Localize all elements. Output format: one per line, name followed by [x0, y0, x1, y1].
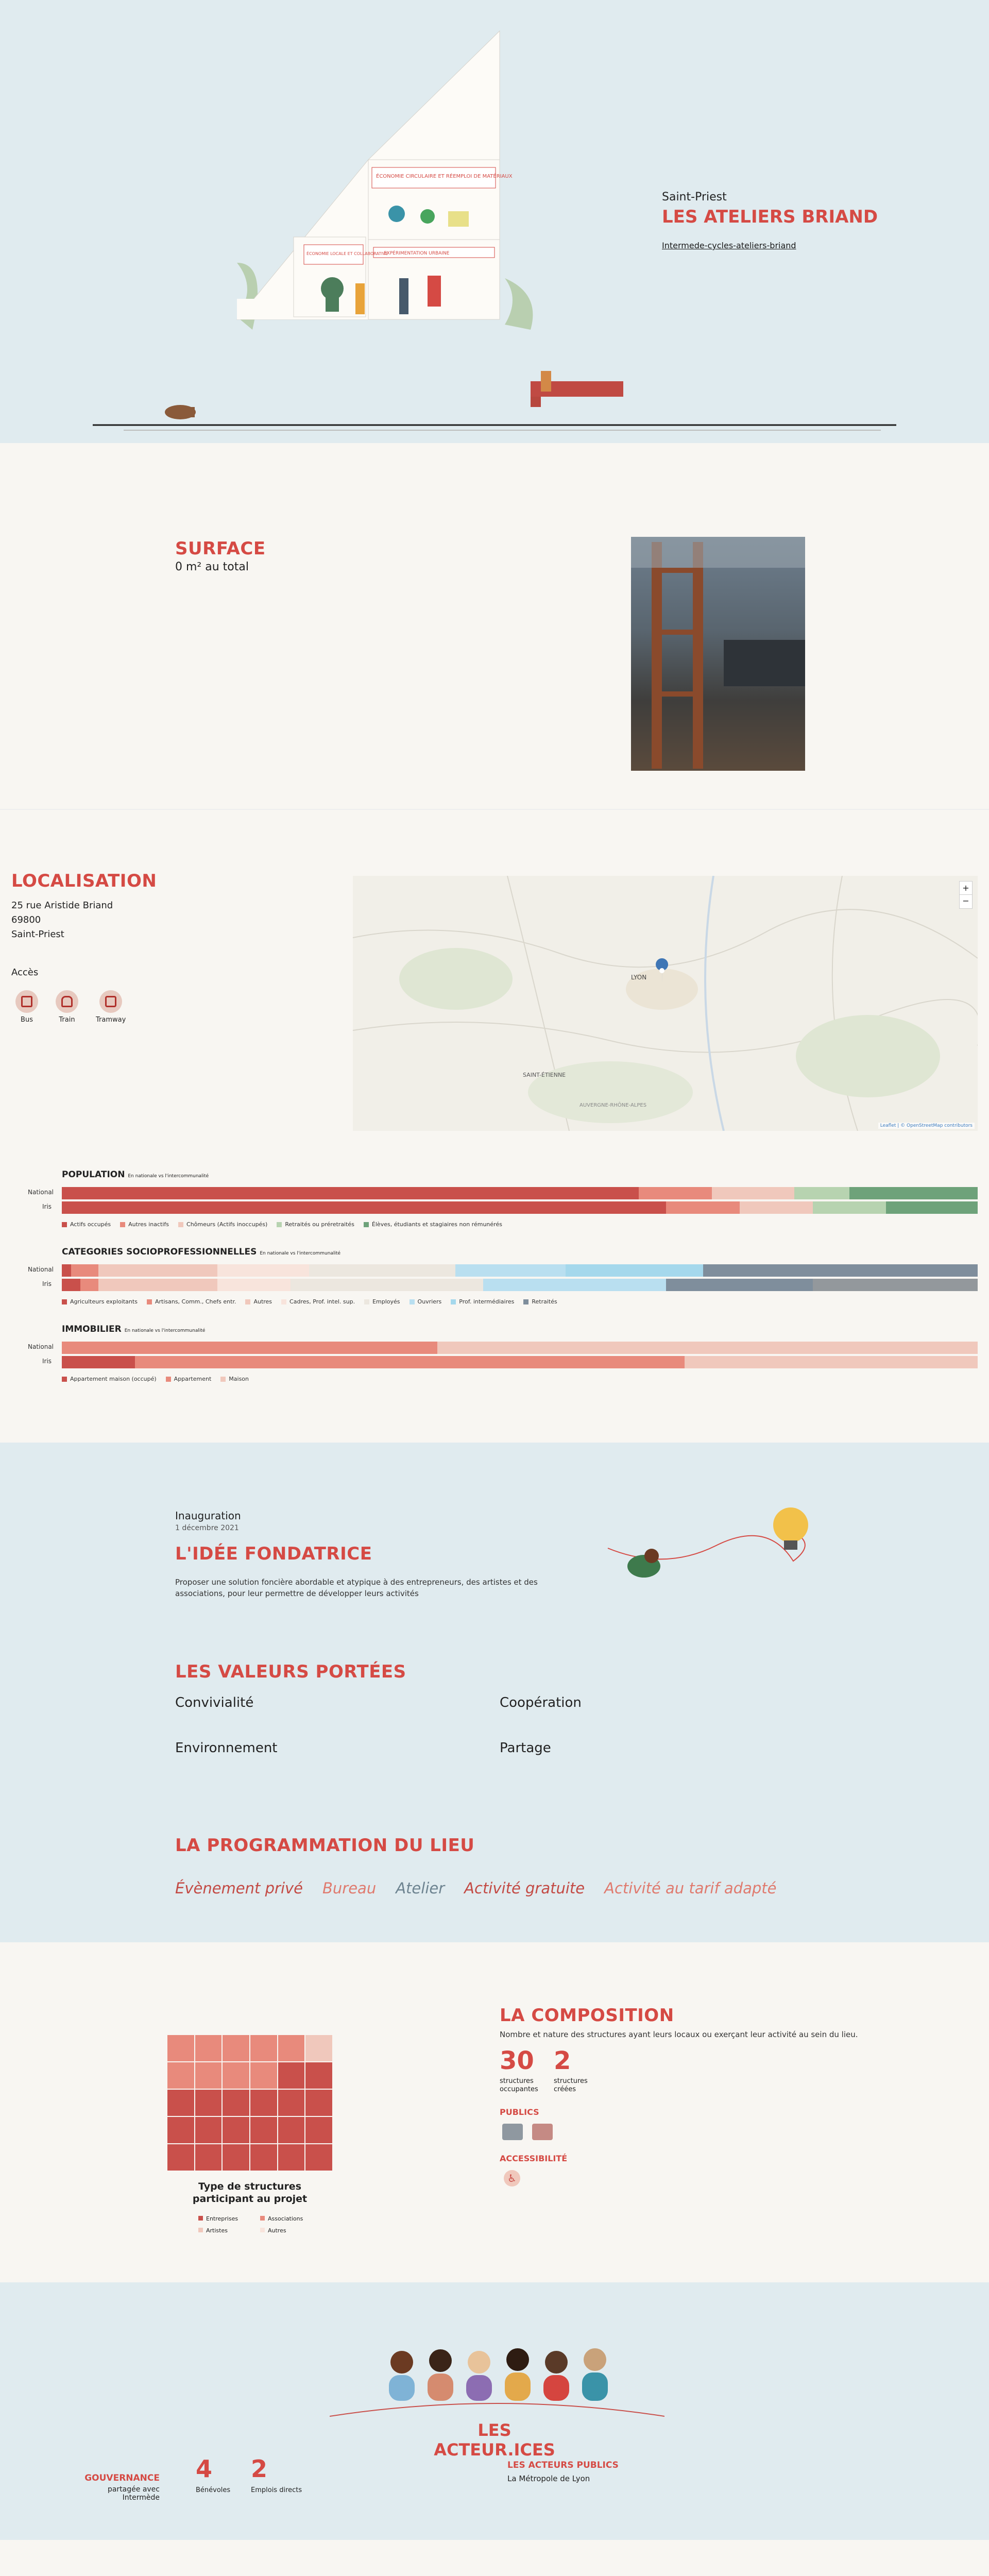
immobilier-row-label-national: National	[28, 1343, 54, 1350]
occupantes-count: 30	[500, 2046, 534, 2075]
map[interactable]	[353, 876, 978, 1131]
population-bar-iris	[62, 1201, 978, 1214]
waffle-cell	[250, 2035, 277, 2061]
access-bus: Bus	[15, 990, 38, 1024]
immobilier-row-label-iris: Iris	[42, 1358, 52, 1365]
access-train: Train	[56, 990, 78, 1024]
composition-title: LA COMPOSITION	[500, 2005, 674, 2026]
waffle-legend: Entreprises Associations Artistes Autres	[198, 2215, 322, 2234]
structure-waffle-chart	[167, 2035, 332, 2171]
waffle-cell	[305, 2144, 332, 2171]
bus-icon	[15, 990, 38, 1013]
public-family-icon	[532, 2124, 553, 2140]
acteurs-illustration	[376, 2344, 618, 2401]
waffle-cell	[278, 2035, 305, 2061]
hero-city: Saint-Priest	[662, 191, 727, 204]
hero-link[interactable]: Intermede-cycles-ateliers-briand	[662, 241, 796, 250]
address-line-3: Saint-Priest	[11, 929, 64, 940]
waffle-cell	[278, 2117, 305, 2143]
csp-row-label-iris: Iris	[42, 1280, 52, 1287]
idea-illustration	[603, 1499, 819, 1613]
surface-photo	[631, 537, 805, 771]
hero-section	[0, 0, 989, 443]
immobilier-bar-national	[62, 1342, 978, 1354]
waffle-cell	[195, 2062, 222, 2089]
map-label-st-etienne: SAINT-ÉTIENNE	[523, 1072, 566, 1078]
csp-bar-iris	[62, 1279, 978, 1291]
public-group-icon	[502, 2124, 523, 2140]
programmation-item: Atelier	[396, 1879, 445, 1897]
programmation-item: Activité au tarif adapté	[604, 1879, 777, 1897]
surface-title: SURFACE	[175, 538, 266, 559]
waffle-cell	[278, 2144, 305, 2171]
map-label-lyon: LYON	[631, 974, 647, 981]
csp-row-label-national: National	[28, 1266, 54, 1273]
programmation-list	[175, 1879, 777, 1897]
emplois-count: 2	[251, 2455, 268, 2483]
waffle-cell	[278, 2062, 305, 2089]
address-line-1: 25 rue Aristide Briand	[11, 900, 113, 911]
panel-label-3: EXPÉRIMENTATION URBAINE	[384, 251, 450, 256]
waffle-cell	[250, 2144, 277, 2171]
waffle-cell	[167, 2144, 194, 2171]
population-row-label-national: National	[28, 1189, 54, 1196]
idee-title: L'IDÉE FONDATRICE	[175, 1544, 372, 1564]
surface-value: 0 m² au total	[175, 561, 249, 573]
localisation-title: LOCALISATION	[11, 871, 157, 891]
moyens-section	[0, 2540, 989, 2576]
valeur-item: Convivialité	[175, 1695, 254, 1710]
benevoles-count: 4	[196, 2455, 213, 2483]
lightbulb-icon	[773, 1507, 808, 1543]
benevoles-label: Bénévoles	[196, 2486, 231, 2494]
valeur-item: Environnement	[175, 1740, 278, 1756]
acteurs-publics-title: LES ACTEURS PUBLICS	[507, 2460, 619, 2470]
waffle-cell	[305, 2062, 332, 2089]
access-title: Accès	[11, 967, 39, 978]
address-line-2: 69800	[11, 914, 41, 925]
immobilier-title: IMMOBILIER En nationale vs l'intercommunalité	[62, 1324, 206, 1334]
waffle-cell	[195, 2035, 222, 2061]
waffle-cell	[305, 2035, 332, 2061]
zoom-in-button[interactable]: +	[960, 882, 972, 895]
surface-section	[0, 443, 989, 809]
population-row-label-iris: Iris	[42, 1203, 52, 1210]
creees-label: structures créées	[554, 2077, 588, 2093]
valeur-item: Coopération	[500, 1695, 582, 1710]
waffle-cell	[223, 2062, 249, 2089]
csp-title: CATEGORIES SOCIOPROFESSIONNELLES En nationale vs l'intercommunalité	[62, 1247, 341, 1257]
immobilier-bar-iris	[62, 1356, 978, 1368]
waffle-cell	[167, 2062, 194, 2089]
waffle-cell	[223, 2117, 249, 2143]
gouvernance-title: GOUVERNANCE	[84, 2473, 160, 2483]
map-attribution[interactable]: Leaflet | © OpenStreetMap contributors	[878, 1123, 975, 1129]
acteurs-publics-item: La Métropole de Lyon	[507, 2474, 590, 2483]
composition-desc: Nombre et nature des structures ayant leurs locaux ou exerçant leur activité au sein du lieu.	[500, 2030, 858, 2039]
accessibility-title: ACCESSIBILITÉ	[500, 2154, 568, 2163]
tramway-icon	[99, 990, 122, 1013]
acteurs-title: LES ACTEUR.ICES	[434, 2420, 555, 2460]
waffle-cell	[223, 2144, 249, 2171]
panel-label-1: ÉCONOMIE CIRCULAIRE ET RÉEMPLOI DE MATÉRIAUX	[376, 174, 513, 179]
csp-bar-national	[62, 1264, 978, 1277]
idee-section	[0, 1443, 989, 1942]
train-icon	[56, 990, 78, 1013]
acteurs-section	[0, 2282, 989, 2540]
emplois-label: Emplois directs	[251, 2486, 302, 2494]
waffle-cell	[167, 2035, 194, 2061]
waffle-cell	[305, 2090, 332, 2116]
valeurs-title: LES VALEURS PORTÉES	[175, 1662, 406, 1682]
waffle-cell	[278, 2090, 305, 2116]
wheelchair-icon: ♿	[504, 2170, 520, 2187]
waffle-cell	[167, 2117, 194, 2143]
idee-text: Proposer une solution foncière abordable et atypique à des entrepreneurs, des artistes et des associations, pour leur permettre de développer leurs activités	[175, 1578, 538, 1598]
hero-title: LES ATELIERS BRIAND	[662, 207, 878, 227]
waffle-cell	[250, 2117, 277, 2143]
programmation-item: Évènement privé	[175, 1879, 303, 1897]
waffle-cell	[195, 2117, 222, 2143]
composition-section	[0, 1942, 989, 2282]
waffle-cell	[195, 2090, 222, 2116]
occupantes-label: structures occupantes	[500, 2077, 538, 2093]
creees-count: 2	[554, 2046, 571, 2075]
waffle-cell	[250, 2062, 277, 2089]
population-bar-national	[62, 1187, 978, 1199]
programmation-item: Bureau	[322, 1879, 377, 1897]
population-legend: Actifs occupés Autres inactifs Chômeurs (Actifs inoccupés) Retraités ou préretraités Élèves, étudiants et stagiaires non rémunérés	[62, 1221, 502, 1228]
map-label-region: AUVERGNE-RHÔNE-ALPES	[579, 1103, 647, 1108]
zoom-out-button[interactable]: −	[962, 896, 969, 906]
waffle-cell	[223, 2090, 249, 2116]
access-tramway: Tramway	[96, 990, 126, 1024]
inauguration-date: 1 décembre 2021	[175, 1524, 239, 1532]
localisation-section	[0, 809, 989, 1443]
publics-title: PUBLICS	[500, 2107, 539, 2117]
waffle-chart-title: Type de structures participant au projet	[192, 2181, 308, 2205]
waffle-cell	[167, 2090, 194, 2116]
valeur-item: Partage	[500, 1740, 551, 1756]
immobilier-legend: Appartement maison (occupé) Appartement Maison	[62, 1376, 249, 1382]
population-title: POPULATION En nationale vs l'intercommunalité	[62, 1170, 209, 1180]
waffle-cell	[223, 2035, 249, 2061]
programmation-title: LA PROGRAMMATION DU LIEU	[175, 1835, 475, 1856]
waffle-cell	[250, 2090, 277, 2116]
waffle-cell	[195, 2144, 222, 2171]
gouvernance-sub: partagée avec Intermède	[107, 2485, 160, 2502]
waffle-cell	[305, 2117, 332, 2143]
csp-legend: Agriculteurs exploitants Artisans, Comm., Chefs entr. Autres Cadres, Prof. intel. sup. Employés Ouvriers Prof. intermédiaires Retraités	[62, 1298, 557, 1305]
programmation-item: Activité gratuite	[464, 1879, 585, 1897]
inauguration-label: Inauguration	[175, 1510, 241, 1522]
panel-label-2: ÉCONOMIE LOCALE ET COLLABORATIVE	[306, 251, 388, 256]
